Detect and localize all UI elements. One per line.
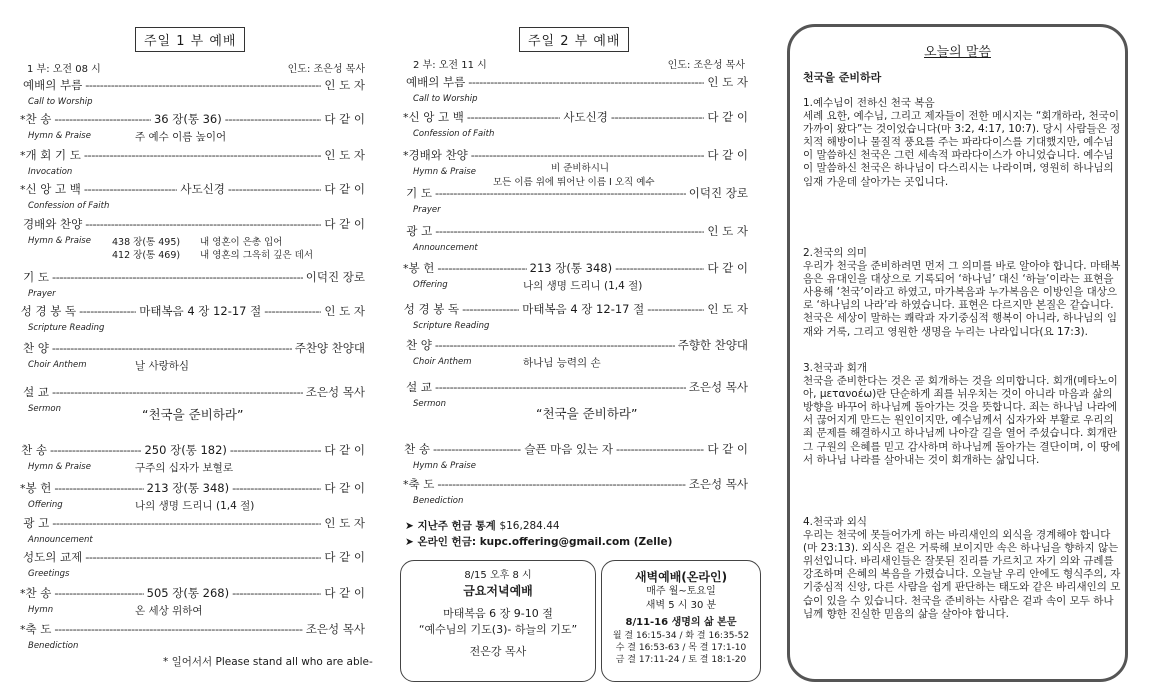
dotted-leader (54, 112, 151, 126)
stand-marker: * (20, 113, 26, 126)
order-item-label: 찬 양 (23, 341, 49, 355)
dotted-leader (232, 586, 321, 600)
order-item (403, 476, 748, 492)
order-item-person: 조은성 목사 (688, 477, 748, 491)
order-item-english: Choir Anthem (413, 357, 472, 367)
order-item-detail: 사도신경 (563, 110, 608, 124)
service1-leader: 인도: 조은성 목사 (287, 64, 365, 75)
online-offering-text: 온라인 헌금: kupc.offering@gmail.com (Zelle) (417, 536, 673, 548)
dawn-schedule-1: 월 결 16:15-34 / 화 결 16:35-52 (612, 631, 750, 641)
order-item-label: 기 도 (23, 270, 50, 284)
order-item-detail: 213 장(통 348) (146, 481, 230, 495)
friday-speaker: 전은강 목사 (469, 645, 527, 658)
order-item-person: 주향한 찬양대 (677, 338, 748, 352)
order-item-label: 예배의 부름 (406, 75, 466, 89)
order-item-label: 설 교 (23, 385, 50, 399)
hymn-title: 나의 생명 드리니 (1,4 절) (135, 500, 255, 512)
order-item-person: 인 도 자 (707, 224, 748, 238)
dotted-leader (84, 182, 178, 196)
order-item (403, 223, 748, 239)
service1-column (20, 0, 373, 693)
friday-scripture: 마태복음 6 장 9-10 절 (443, 607, 553, 620)
order-item (403, 74, 748, 90)
stand-note: * 일어서서 Please stand all who are able- (163, 656, 373, 668)
order-item (20, 147, 365, 163)
order-item-person: 다 같 이 (324, 182, 365, 196)
stand-marker: * (403, 111, 409, 124)
order-item-person: 다 같 이 (707, 261, 748, 275)
order-item-person: 조은성 목사 (688, 380, 748, 394)
order-item (20, 585, 365, 601)
order-item-label: 예배의 부름 (23, 78, 83, 92)
order-item-person: 인 도 자 (324, 304, 365, 318)
order-item-english: Offering (413, 280, 448, 290)
stand-marker: * (403, 262, 409, 275)
order-item-english: Sermon (413, 399, 446, 409)
order-item-person: 다 같 이 (324, 586, 365, 600)
dawn-plan-title: 8/11-16 생명의 삶 본문 (625, 617, 737, 628)
order-item-label: 축 도 (408, 477, 435, 491)
dotted-leader (435, 380, 686, 394)
hymn-title: 온 세상 위하여 (135, 605, 203, 617)
order-item-person: 이덕진 장로 (305, 270, 365, 284)
praise-song-hymn: 412 장(통 469) (112, 250, 181, 261)
praise-song-name: 내 영혼의 그윽히 깊은 데서 (200, 250, 314, 261)
order-item-person: 인 도 자 (707, 302, 748, 316)
order-item-person: 다 같 이 (324, 443, 365, 457)
order-item (20, 111, 365, 127)
order-item-label: 경배와 찬양 (23, 217, 83, 231)
order-item-english: Call to Worship (413, 94, 478, 104)
online-offering: ➤ 온라인 헌금: kupc.offering@gmail.com (Zelle) (405, 536, 673, 548)
order-item (20, 442, 365, 458)
order-item (403, 260, 748, 276)
order-item-person: 다 같 이 (707, 148, 748, 162)
dotted-leader (50, 443, 141, 457)
stand-marker: * (403, 478, 409, 491)
hymn-title: 나의 생명 드리니 (1,4 절) (523, 280, 643, 292)
friday-theme: “예수님의 기도(3)- 하늘의 기도” (418, 623, 578, 636)
order-item-label: 축 도 (25, 622, 52, 636)
dotted-leader (230, 443, 321, 457)
dotted-leader (647, 302, 704, 316)
dotted-leader (435, 186, 686, 200)
order-item-person: 인 도 자 (707, 75, 748, 89)
order-item-detail: 마태복음 4 장 12-17 절 (522, 302, 645, 316)
dotted-leader (52, 385, 303, 399)
order-item-label: 광 고 (23, 516, 50, 530)
praise-song-name: 내 영혼이 은총 입어 (200, 237, 283, 248)
word-section-1: 1.예수님이 전하신 천국 복음 세례 요한, 예수님, 그리고 제자들이 전한 메시지는 “회개하라, 천국이 가까이 왔다”는 것이었습니다(마 3:2, 4:17, 10:7). 당시 사람들은 정치적 해방이나 물질적 풍요를 주는 파라다이스를 기대했지만, 예수님이 말씀하신 천국은 그런 세속적 파라다이스가 아니었습니다. 예수님이 말씀하신 천국은 하나님이 다스리시는 나라이며, 영원히 하나님의 임재 가운데 살아가는 곳입니다. (803, 97, 1121, 188)
dotted-leader (52, 516, 321, 530)
sermon-title: “천국을 준비하라” (142, 407, 244, 422)
order-item-person: 이덕진 장로 (688, 186, 748, 200)
stand-marker: * (20, 587, 26, 600)
order-item (20, 480, 365, 496)
stand-marker: * (20, 623, 26, 636)
order-item (403, 301, 748, 317)
order-item-english: Hymn & Praise (413, 167, 476, 177)
dotted-leader (228, 182, 322, 196)
order-item-person: 다 같 이 (324, 481, 365, 495)
order-item-english: Prayer (28, 289, 56, 299)
order-item-label: 찬 송 (25, 586, 52, 600)
dotted-leader (52, 270, 303, 284)
dotted-leader (437, 261, 526, 275)
order-item-person: 다 같 이 (324, 112, 365, 126)
order-item-english: Announcement (28, 535, 93, 545)
order-item-english: Hymn & Praise (28, 462, 91, 472)
order-item-label: 봉 헌 (25, 481, 52, 495)
order-item-english: Confession of Faith (28, 201, 110, 211)
order-item-label: 개 회 기 도 (25, 148, 81, 162)
order-item-english: Hymn & Praise (28, 131, 91, 141)
hymn-title: 주 예수 이름 높이어 (135, 131, 227, 143)
order-item-label: 찬 송 (21, 443, 48, 457)
dotted-leader (467, 110, 561, 124)
order-item-label: 성 경 봉 독 (20, 304, 77, 318)
dawn-schedule-3: 금 결 17:11-24 / 토 결 18:1-20 (615, 655, 747, 665)
dotted-leader (611, 110, 705, 124)
order-item-person: 인 도 자 (324, 148, 365, 162)
service2-leader: 인도: 조은성 목사 (667, 60, 745, 71)
order-item (403, 109, 748, 125)
order-item-label: 설 교 (406, 380, 433, 394)
dawn-time: 새벽 5 시 30 분 (645, 600, 717, 611)
dotted-leader (54, 586, 143, 600)
order-item-english: Call to Worship (28, 97, 93, 107)
todays-word-subtitle: 천국을 준비하라 (803, 71, 882, 84)
dotted-leader (435, 224, 704, 238)
service1-title: 주일 1 부 예배 (135, 27, 245, 52)
order-item (20, 384, 365, 400)
word-section-4: 4.천국과 외식 우리는 천국에 못들어가게 하는 바리새인의 외식을 경계해야 합니다(마 23:13). 외식은 겉은 거룩해 보이지만 속은 하나님을 향하지 않는 위선입니다. 바리새인들은 잘못된 진리를 가르치고 자기 의와 규례를 강조하며 은혜의 복음을 가렸습니다. 오늘날 우리 안에도 형식주의, 자기중심적 신앙, 다른 사람을 쉽게 판단하는 태도와 같은 바리새인의 모습이 있을 수 있습니다. 천국을 준비하는 사람은 겉과 속이 모두 하나님께 향한 진실한 믿음의 삶을 살아야 합니다. (803, 516, 1121, 620)
offering-stats-amount: $16,284.44 (499, 520, 560, 532)
dotted-leader (468, 75, 704, 89)
hymn-title: 날 사랑하심 (135, 360, 190, 372)
offering-stats-label: 지난주 헌금 통계 (417, 520, 496, 532)
order-item-english: Hymn & Praise (413, 461, 476, 471)
dotted-leader (462, 302, 519, 316)
order-item (20, 77, 365, 93)
dawn-days: 매주 월~토요일 (646, 586, 716, 597)
order-item-label: 찬 양 (406, 338, 432, 352)
dawn-service-card (601, 560, 761, 682)
friday-date: 8/15 오후 8 시 (464, 570, 532, 581)
order-item-person: 인 도 자 (324, 516, 365, 530)
order-item (403, 441, 748, 457)
order-item (403, 379, 748, 395)
order-item-person: 조은성 목사 (305, 385, 365, 399)
dotted-leader (433, 442, 521, 456)
order-item-label: 찬 송 (25, 112, 52, 126)
order-item-person: 다 같 이 (324, 217, 365, 231)
praise-song-hymn: 438 장(통 495) (112, 237, 181, 248)
dotted-leader (54, 622, 302, 636)
dotted-leader (264, 304, 321, 318)
order-item-english: Choir Anthem (28, 360, 87, 370)
order-item-english: Announcement (413, 243, 478, 253)
dotted-leader (54, 481, 143, 495)
order-item-english: Confession of Faith (413, 129, 495, 139)
dawn-schedule-2: 수 결 16:53-63 / 목 결 17:1-10 (615, 643, 747, 653)
order-item (20, 216, 365, 232)
dotted-leader (225, 112, 322, 126)
order-item-english: Prayer (413, 205, 441, 215)
dotted-leader (437, 477, 685, 491)
order-item-label: 기 도 (406, 186, 433, 200)
stand-marker: * (20, 149, 26, 162)
order-item-detail: 213 장(통 348) (529, 261, 613, 275)
order-item-english: Benediction (28, 641, 79, 651)
offering-stats: ➤ 지난주 헌금 통계 $16,284.44 (405, 520, 560, 532)
stand-marker: * (20, 183, 26, 196)
order-item-person: 다 같 이 (324, 550, 365, 564)
order-item-person: 조은성 목사 (305, 622, 365, 636)
praise-song: 모든 이름 위에 뛰어난 이름 I 오직 예수 (493, 177, 655, 188)
order-item-label: 광 고 (406, 224, 433, 238)
sermon-title: “천국을 준비하라” (536, 406, 638, 421)
order-item-detail: 슬픈 마음 있는 자 (524, 442, 614, 456)
order-item-detail: 마태복음 4 장 12-17 절 (139, 304, 262, 318)
stand-marker: * (20, 482, 26, 495)
praise-song: 비 준비하시니 (551, 163, 610, 174)
order-item-person: 인 도 자 (324, 78, 365, 92)
order-item-english: Benediction (413, 496, 464, 506)
dotted-leader (52, 341, 292, 355)
order-item-english: Invocation (28, 167, 73, 177)
word-section-3: 3.천국과 회개 천국을 준비한다는 것은 곧 회개하는 것을 의미합니다. 회개(메타노이아, μετανοέω)란 단순하게 죄를 뉘우치는 것이 아니라 마음과 삶의 방향을 바꾸어 하나님께 돌아가는 것을 뜻합니다. 죄는 하나님 나라에서 끊어지게 만드는 원인이지만, 예수님께서 십자가와 부활로 우리의 죄 문제를 해결하시고 하나님께 나아갈 길을 열어 주셨습니다. 회개란 그 구원의 은혜를 믿고 감사하며 하나님께 돌아가는 결단이며, 이 땅에서 하나님 나라를 살아내는 것이 회개하는 삶입니다. (803, 362, 1121, 466)
order-item (403, 337, 748, 353)
order-item-english: Scripture Reading (28, 323, 105, 333)
order-item-label: 봉 헌 (408, 261, 435, 275)
order-item (20, 515, 365, 531)
order-item-detail: 250 장(통 182) (144, 443, 227, 457)
order-item (20, 303, 365, 319)
order-item-english: Offering (28, 500, 63, 510)
order-item-english: Sermon (28, 404, 61, 414)
dotted-leader (85, 217, 321, 231)
order-item-person: 다 같 이 (707, 442, 748, 456)
word-section-2: 2.천국의 의미 우리가 천국을 준비하려면 먼저 그 의미를 바로 알아야 합니다. 마태복음은 유대인을 대상으로 기록되어 ‘하나님’ 대신 ‘하늘’이라는 표현을 사용해 ‘천국’이라고 하였고, 마가복음과 누가복음은 이방인을 대상으로 ‘하나님의 나라’라 하였습니다. 표현은 다르지만 본질은 같습니다. 천국은 세상이 말하는 쾌락과 자기중심적 행복이 아니라, 하나님의 임재와 거룩, 그리고 영원한 생명을 누리는 나라입니다(요 17:3). (803, 247, 1121, 338)
order-item-english: Greetings (28, 569, 70, 579)
order-item-english: Hymn & Praise (28, 236, 91, 246)
order-item-detail: 505 장(통 268) (146, 586, 230, 600)
order-item (20, 621, 365, 637)
dotted-leader (616, 442, 704, 456)
dawn-title: 새벽예배(온라인) (634, 570, 728, 584)
dotted-leader (232, 481, 321, 495)
order-item-detail: 36 장(통 36) (153, 112, 222, 126)
order-item-label: 경배와 찬양 (408, 148, 468, 162)
hymn-title: 구주의 십자가 보혈로 (135, 462, 233, 474)
hymn-title: 하나님 능력의 손 (523, 357, 601, 369)
order-item-detail: 사도신경 (180, 182, 225, 196)
order-item-label: 찬 송 (404, 442, 430, 456)
stand-marker: * (403, 149, 409, 162)
dotted-leader (615, 261, 704, 275)
order-item (20, 181, 365, 197)
order-item (20, 549, 365, 565)
order-item-person: 주찬양 찬양대 (294, 341, 365, 355)
order-item-label: 신 앙 고 백 (25, 182, 81, 196)
dotted-leader (84, 148, 321, 162)
friday-service-card (400, 560, 596, 682)
order-item (20, 340, 365, 356)
dotted-leader (435, 338, 675, 352)
dotted-leader (79, 304, 136, 318)
todays-word-panel (787, 24, 1128, 682)
order-item-label: 성 경 봉 독 (403, 302, 460, 316)
order-item-english: Hymn (28, 605, 54, 615)
dotted-leader (85, 78, 321, 92)
order-item-english: Scripture Reading (413, 321, 490, 331)
order-item-label: 신 앙 고 백 (408, 110, 464, 124)
service2-time: 2 부: 오전 11 시 (413, 60, 487, 71)
order-item (20, 269, 365, 285)
friday-title: 금요저녁예배 (463, 584, 533, 598)
order-item-label: 성도의 교제 (23, 550, 83, 564)
dotted-leader (85, 550, 321, 564)
service1-time: 1 부: 오전 08 시 (27, 64, 101, 75)
todays-word-title: 오늘의 말씀 (924, 45, 991, 60)
order-item-person: 다 같 이 (707, 110, 748, 124)
service2-title: 주일 2 부 예배 (519, 27, 629, 52)
